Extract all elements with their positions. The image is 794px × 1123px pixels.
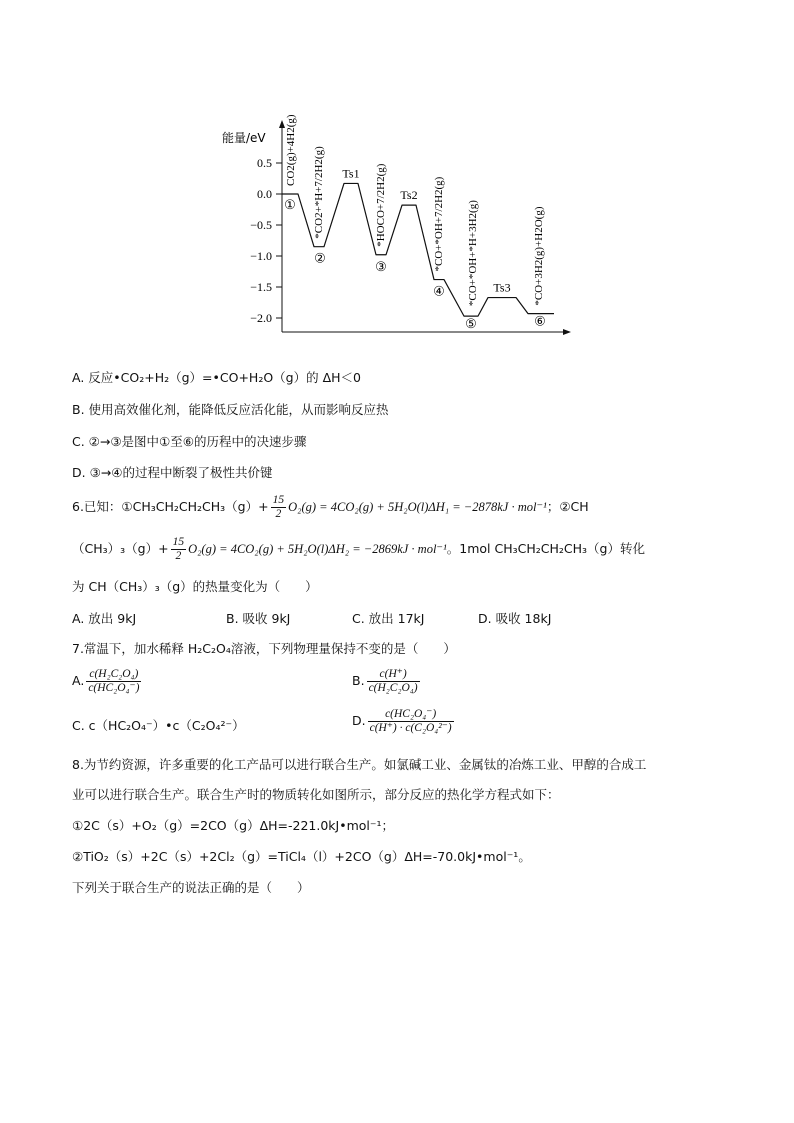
q7-d-fraction [368, 708, 454, 735]
q5-option-c: C. ②→③是图中①至⑥的历程中的决速步骤 [72, 434, 307, 449]
state-number: ④ [433, 283, 445, 299]
q6-line2-prefix: （CH₃）₃（g）+ [72, 541, 169, 556]
state-number: ③ [375, 258, 387, 274]
q7-b-label: B. [352, 673, 365, 688]
q5-option-d: D. ③→④的过程中断裂了极性共价键 [72, 465, 273, 480]
q5-option-b: B. 使用高效催化剂，能降低反应活化能，从而影响反应热 [72, 402, 389, 417]
q6-frac-num-2: 15 [172, 536, 185, 548]
q6-equation-1: O₂(g) = 4CO₂(g) + 5H₂O(l)ΔH₁ = −2878kJ · mol⁻¹ [288, 500, 547, 514]
q6-line3: 为 CH（CH₃）₃（g）的热量变化为（ ） [72, 579, 318, 594]
q7-a-fraction [86, 668, 141, 695]
q8-line3: ①2C（s）+O₂（g）=2CO（g）ΔH=-221.0kJ•mol⁻¹； [72, 818, 395, 833]
transition-state-label: Ts2 [400, 188, 418, 203]
q6-option-d: D. 吸收 18kJ [478, 611, 552, 626]
q6-line1 [72, 494, 589, 521]
transition-state-label: Ts1 [342, 166, 360, 181]
state-species-label: *CO2+*H+7/2H2(g) [313, 146, 325, 239]
q8-line4: ②TiO₂（s）+2C（s）+2Cl₂（g）=TiCl₄（l）+2CO（g）ΔH=-70.0kJ•mol⁻¹。 [72, 849, 531, 864]
q6-frac-den-2: 2 [175, 550, 182, 562]
q7-a-den: c(HC₂O₄⁻) [88, 682, 140, 694]
q7-a-label: A. [72, 673, 85, 688]
q6-option-b: B. 吸收 9kJ [226, 611, 291, 626]
q8-line2: 业可以进行联合生产。联合生产时的物质转化如图所示，部分反应的热化学方程式如下： [72, 787, 560, 802]
y-tick-label: 0.0 [257, 187, 272, 201]
y-tick-label: −1.5 [250, 280, 272, 294]
q7-d-num: c(HC₂O₄⁻) [368, 708, 454, 722]
q7-option-c: C. c（HC₂O₄⁻）•c（C₂O₄²⁻） [72, 718, 245, 733]
state-species-label: *HOCO+7/2H2(g) [375, 163, 387, 247]
q6-frac-1 [271, 494, 287, 521]
q7-stem: 7.常温下，加水稀释 H₂C₂O₄溶液，下列物理量保持不变的是（ ） [72, 641, 456, 656]
energy-diagram [210, 90, 590, 340]
y-axis-label: 能量/eV [222, 131, 266, 145]
state-number: ② [314, 250, 326, 266]
q7-a-num: c(H₂C₂O₄) [86, 668, 141, 682]
q7-d-den: c(H⁺) · c(C₂O₄²⁻) [369, 722, 452, 734]
y-tick-label: −0.5 [250, 218, 272, 232]
y-tick-label: −1.0 [250, 249, 272, 263]
q6-line2 [72, 536, 645, 563]
q7-option-b [352, 666, 422, 696]
y-ticks [250, 156, 282, 325]
q7-d-label: D. [352, 713, 366, 728]
x-axis-arrow [563, 329, 571, 335]
state-number: ⑤ [465, 316, 477, 332]
q5-option-a: A. 反应•CO₂+H₂（g）=•CO+H₂O（g）的 ΔH＜0 [72, 370, 361, 385]
q7-option-a [72, 666, 143, 696]
q6-mid1: ；②CH [546, 499, 589, 514]
q6-option-c: C. 放出 17kJ [352, 611, 425, 626]
q7-b-fraction [367, 668, 420, 695]
q7-b-num: c(H⁺) [367, 668, 420, 682]
state-species-label: *CO+*OH+*H+3H2(g) [467, 200, 479, 307]
y-tick-label: −2.0 [250, 311, 272, 325]
state-labels [284, 114, 546, 331]
q6-line2-suffix: 。1mol CH₃CH₂CH₂CH₃（g）转化 [446, 541, 645, 556]
q6-frac-2 [171, 536, 187, 563]
state-species-label: *CO+3H2(g)+H2O(g) [533, 206, 545, 306]
transition-state-label: Ts3 [493, 280, 511, 295]
state-number: ① [284, 197, 296, 212]
q7-b-den: c(H₂C₂O₄) [368, 682, 418, 694]
q7-option-d [352, 706, 456, 736]
state-species-label: CO2(g)+4H2(g) [285, 114, 297, 186]
q6-equation-2: O₂(g) = 4CO₂(g) + 5H₂O(l)ΔH₂ = −2869kJ · mol⁻¹ [188, 542, 447, 556]
state-number: ⑥ [534, 313, 546, 329]
y-tick-label: 0.5 [257, 156, 272, 170]
q6-frac-num-1: 15 [272, 494, 285, 506]
state-species-label: *CO+*OH+7/2H2(g) [433, 176, 445, 272]
q6-option-a: A. 放出 9kJ [72, 611, 137, 626]
q6-frac-den-1: 2 [275, 508, 282, 520]
q8-line1: 8.为节约资源，许多重要的化工产品可以进行联合生产。如氯碱工业、金属钛的冶炼工业、甲醇的合成工 [72, 757, 647, 772]
q8-line5: 下列关于联合生产的说法正确的是（ ） [72, 880, 310, 895]
q6-prefix: 6.已知：①CH₃CH₂CH₂CH₃（g）+ [72, 499, 269, 514]
